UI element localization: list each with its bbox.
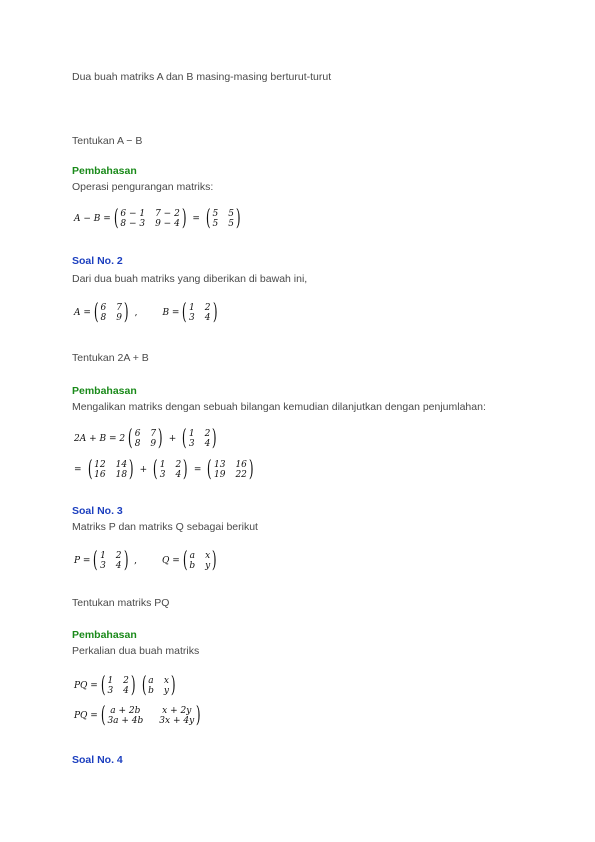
left-paren: ( — [207, 457, 213, 482]
left-paren: ( — [87, 457, 93, 482]
matrix-entry: 2 — [115, 551, 122, 561]
right-paren: ) — [158, 426, 163, 451]
right-paren: ) — [212, 426, 218, 451]
eq-lhs: PQ = — [74, 711, 98, 721]
matrix-a — [92, 302, 131, 324]
matrix-entry: 4 — [175, 470, 182, 480]
right-paren: ) — [181, 206, 187, 231]
matrix-entry: 7 — [116, 303, 122, 313]
question-text-2: Dari dua buah matriks yang diberikan di bawah ini, — [72, 273, 308, 285]
right-paren: ) — [183, 457, 188, 482]
equation-a-minus-b — [74, 208, 244, 230]
left-paren: ( — [100, 703, 106, 728]
equals-sign: = — [193, 465, 202, 475]
solution-heading-q2: Pembahasan — [72, 385, 137, 397]
left-paren: ( — [205, 206, 211, 231]
left-paren: ( — [182, 426, 187, 451]
matrix-entry: y — [205, 561, 211, 571]
left-paren: ( — [182, 548, 188, 573]
question-title-3: Soal No. 3 — [72, 505, 123, 517]
matrix-entry: 9 − 4 — [155, 219, 180, 229]
matrix-entry: 3 — [159, 470, 166, 480]
matrix-entry: 3 — [107, 686, 114, 696]
intro-text: Dua buah matriks A dan B masing-masing berturut-turut — [72, 71, 332, 83]
matrix-entry: 16 — [94, 470, 106, 480]
matrix-entry: 7 − 2 — [155, 209, 180, 219]
right-paren: ) — [123, 300, 129, 325]
matrix-entry: 3 — [188, 439, 195, 449]
eq-lhs: 2A + B = 2 — [74, 434, 126, 444]
left-paren: ( — [128, 426, 133, 451]
matrix-entry: 8 — [134, 439, 141, 449]
matrix-entry: b — [148, 686, 154, 696]
separator: , — [134, 556, 137, 566]
left-paren: ( — [100, 673, 106, 698]
question-title-4: Soal No. 4 — [72, 754, 123, 766]
matrix-entry: 18 — [115, 470, 128, 480]
right-paren: ) — [235, 206, 241, 231]
solution-text-q1: Operasi pengurangan matriks: — [72, 181, 214, 193]
matrix — [204, 208, 243, 230]
task-q2: Tentukan 2A + B — [72, 352, 149, 364]
matrix-entry: 2 — [204, 303, 211, 313]
matrix-entry: 19 — [213, 470, 226, 480]
matrix-entry: 2 — [175, 460, 182, 470]
matrix-q — [181, 550, 219, 572]
matrix — [180, 428, 219, 450]
matrix-entry: a — [148, 676, 154, 686]
matrix-entry: 16 — [235, 460, 247, 470]
right-paren: ) — [130, 673, 136, 698]
task-q3: Tentukan matriks PQ — [72, 597, 170, 609]
matrix-entry: a + 2b — [110, 706, 141, 716]
left-paren: ( — [141, 673, 147, 698]
plus-sign: + — [168, 434, 177, 444]
matrix-entry: 3 — [189, 313, 195, 323]
eq-lhs: B = — [162, 308, 180, 318]
matrix-definitions-a-b — [74, 302, 220, 324]
matrix-entry: 4 — [204, 313, 211, 323]
matrix-entry: 7 — [150, 429, 157, 439]
matrix-entry: 3x + 4y — [159, 716, 195, 726]
matrix-entry: 8 − 3 — [120, 219, 146, 229]
matrix-entry: x — [163, 676, 169, 686]
matrix-entry: 3 — [100, 561, 106, 571]
matrix — [99, 705, 203, 727]
matrix-entry: 6 − 1 — [120, 209, 146, 219]
equation-2a-plus-b-line1 — [74, 428, 220, 450]
matrix — [86, 459, 136, 481]
matrix-entry: 1 — [100, 551, 106, 561]
matrix-entry: 4 — [204, 439, 211, 449]
matrix — [99, 675, 138, 697]
matrix-entry: 3a + 4b — [107, 716, 144, 726]
separator: , — [134, 308, 138, 318]
left-paren: ( — [93, 300, 99, 325]
matrix-entry: 1 — [189, 303, 195, 313]
equals-sign: = — [74, 465, 82, 475]
matrix-entry: 22 — [235, 470, 247, 480]
right-paren: ) — [196, 703, 201, 728]
right-paren: ) — [170, 673, 176, 698]
matrix-entry: 5 — [228, 209, 235, 219]
matrix-p — [91, 550, 130, 572]
question-title-2: Soal No. 2 — [72, 255, 123, 267]
matrix-entry: 6 — [134, 429, 141, 439]
solution-heading-q3: Pembahasan — [72, 629, 137, 641]
eq-lhs: Q = — [162, 556, 180, 566]
matrix-entry: y — [163, 686, 169, 696]
matrix — [140, 675, 178, 697]
matrix — [205, 459, 255, 481]
right-paren: ) — [128, 457, 134, 482]
matrix-entry: a — [189, 551, 195, 561]
matrix-entry: 13 — [213, 460, 226, 470]
equals-sign: = — [192, 214, 200, 224]
matrix — [112, 208, 189, 230]
left-paren: ( — [182, 300, 188, 325]
eq-lhs: A = — [74, 308, 91, 318]
solution-text-q2: Mengalikan matriks dengan sebuah bilangan kemudian dilanjutkan dengan penjumlahan: — [72, 401, 486, 413]
question-text-3: Matriks P dan matriks Q sebagai berikut — [72, 521, 258, 533]
matrix-entry: 8 — [100, 313, 107, 323]
right-paren: ) — [248, 457, 254, 482]
solution-heading-q1: Pembahasan — [72, 165, 137, 177]
solution-text-q3: Perkalian dua buah matriks — [72, 645, 200, 657]
left-paren: ( — [93, 548, 99, 573]
matrix-entry: 4 — [123, 686, 129, 696]
matrix-entry: 14 — [115, 460, 128, 470]
matrix-entry: 5 — [212, 209, 219, 219]
eq-lhs: P = — [74, 556, 91, 566]
right-paren: ) — [123, 548, 129, 573]
right-paren: ) — [212, 548, 217, 573]
equation-2a-plus-b-line2 — [74, 459, 256, 481]
matrix-entry: x + 2y — [162, 706, 192, 716]
right-paren: ) — [212, 300, 218, 325]
matrix-entry: 5 — [212, 219, 219, 229]
matrix-entry: 9 — [116, 313, 122, 323]
matrix-entry: x — [205, 551, 211, 561]
matrix — [126, 428, 165, 450]
matrix-entry: 9 — [150, 439, 157, 449]
matrix — [151, 459, 190, 481]
matrix-entry: 2 — [123, 676, 129, 686]
eq-lhs: PQ = — [74, 681, 98, 691]
equation-pq-line2 — [74, 705, 204, 727]
matrix-entry: 1 — [107, 676, 114, 686]
matrix-entry: 1 — [159, 460, 166, 470]
left-paren: ( — [113, 206, 119, 231]
matrix-entry: 12 — [94, 460, 106, 470]
matrix-entry: 1 — [188, 429, 195, 439]
plus-sign: + — [139, 465, 148, 475]
matrix-definitions-p-q — [74, 550, 220, 572]
matrix-entry: b — [189, 561, 196, 571]
matrix-entry: 5 — [228, 219, 235, 229]
task-q1: Tentukan A − B — [72, 135, 143, 147]
equation-pq-line1 — [74, 675, 179, 697]
eq-lhs: A − B = — [74, 214, 111, 224]
matrix-entry: 4 — [115, 561, 122, 571]
matrix-entry: 2 — [204, 429, 211, 439]
matrix-b — [180, 302, 219, 324]
left-paren: ( — [153, 457, 158, 482]
matrix-entry: 6 — [100, 303, 107, 313]
